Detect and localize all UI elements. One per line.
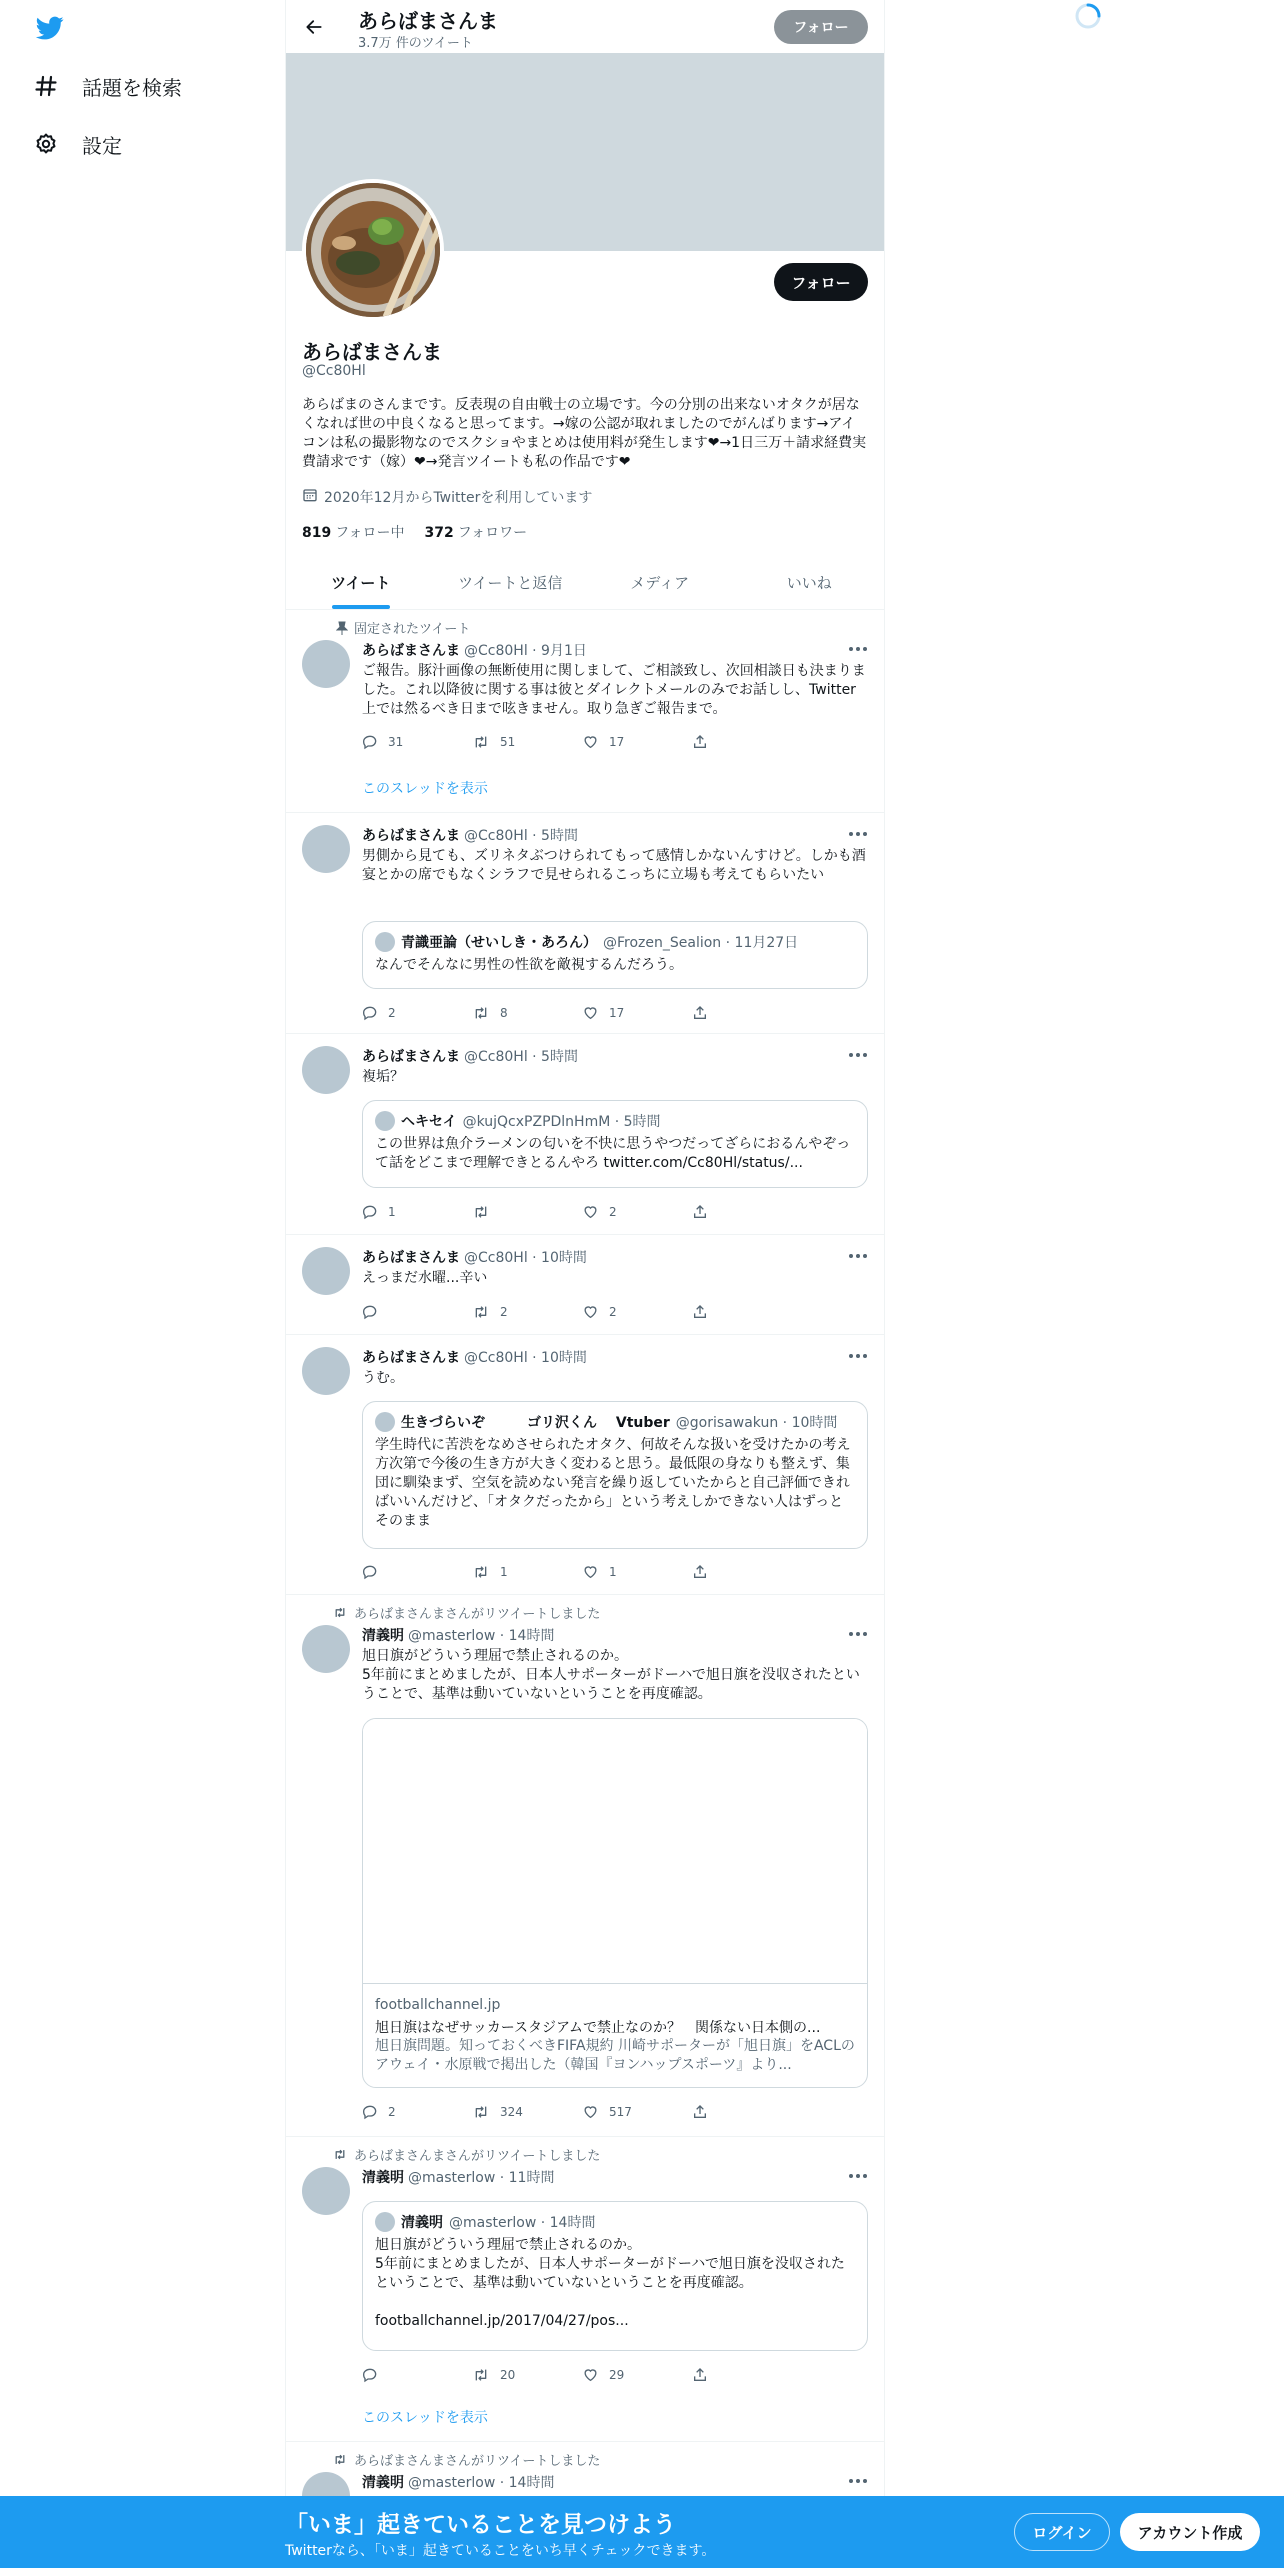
retweet-icon: [472, 1204, 490, 1220]
calendar-icon: [302, 487, 318, 507]
tweet-header: あらばまさんま @Cc80Hl · 5時間: [362, 1049, 578, 1065]
tweet-text: うむ。: [362, 1370, 404, 1386]
retweet-icon: [472, 2104, 490, 2120]
reply-icon: [362, 1005, 378, 1021]
gear-icon: [32, 130, 60, 158]
login-button[interactable]: ログイン: [1014, 2513, 1110, 2551]
retweet-context: あらばまさんまさんがリツイートしました: [332, 2450, 600, 2469]
loading-spinner-icon: [1074, 2, 1102, 30]
like-button[interactable]: 517: [582, 2102, 692, 2122]
profile-name: あらばまさんま: [302, 340, 442, 364]
retweet-icon: [472, 1564, 490, 1580]
like-button[interactable]: 29: [582, 2365, 692, 2385]
heart-icon: [582, 1304, 599, 1320]
reply-icon: [362, 1564, 378, 1580]
quoted-tweet-header: 青識亜論（せいしき・あろん） @Frozen_Sealion · 11月27日: [375, 932, 798, 952]
tweet-text: えっまだ水曜...辛い: [362, 1270, 488, 1286]
show-thread-link[interactable]: このスレッドを表示: [362, 781, 488, 797]
share-button[interactable]: [692, 2365, 802, 2385]
reply-button[interactable]: [362, 2365, 472, 2385]
nav-settings[interactable]: [32, 122, 122, 166]
share-button[interactable]: [692, 732, 802, 752]
profile-avatar[interactable]: [302, 179, 444, 321]
retweet-button[interactable]: 324: [472, 2102, 582, 2122]
tweet[interactable]: [286, 2137, 884, 2442]
profile-column: [285, 0, 885, 2568]
link-card-description: 旭日旗問題。知っておくべきFIFA規約 川崎サポーターが「旭日旗」をACLのアウェイ・水原戦で掲出した（韓国『ヨンハップスポーツ』より...: [375, 2038, 855, 2073]
joined-text: 2020年12月からTwitterを利用しています: [324, 490, 593, 506]
more-options-icon[interactable]: [848, 1627, 868, 1641]
reply-icon: [362, 734, 378, 750]
share-icon: [692, 1005, 708, 1021]
tweet-actions: [362, 1003, 802, 1023]
share-icon: [692, 1564, 708, 1580]
retweet-button[interactable]: [472, 1202, 582, 1222]
tab-media[interactable]: メディア: [630, 574, 690, 592]
tweet-header: あらばまさんま @Cc80Hl · 5時間: [362, 828, 578, 844]
retweet-icon: [472, 734, 490, 750]
profile-header-bar: [286, 0, 884, 53]
share-icon: [692, 1304, 708, 1320]
like-button[interactable]: 1: [582, 1562, 692, 1582]
tweet-header: 清義明 @masterlow · 14時間: [362, 1628, 555, 1644]
share-button[interactable]: [692, 1003, 802, 1023]
tweet-actions: [362, 732, 802, 752]
header-follow-button[interactable]: フォロー: [774, 10, 868, 44]
tweet-avatar[interactable]: [302, 1625, 350, 1673]
tweet[interactable]: [286, 1595, 884, 2137]
header-profile-name: あらばまさんま: [358, 9, 498, 33]
reply-button[interactable]: [362, 1302, 472, 1322]
share-icon: [692, 2104, 708, 2120]
heart-icon: [582, 1204, 599, 1220]
reply-button[interactable]: 2: [362, 1003, 472, 1023]
retweet-button[interactable]: 1: [472, 1562, 582, 1582]
back-arrow-icon[interactable]: [300, 13, 328, 41]
retweet-icon: [472, 1304, 490, 1320]
retweet-context: あらばまさんまさんがリツイートしました: [332, 1603, 600, 1622]
heart-icon: [582, 2104, 599, 2120]
tweet-header: 清義明 @masterlow · 14時間: [362, 2475, 555, 2491]
tweet-header: あらばまさんま @Cc80Hl · 10時間: [362, 1250, 587, 1266]
signup-prompt-title: 「いま」起きていることを見つけよう: [285, 2512, 676, 2538]
share-button[interactable]: [692, 1202, 802, 1222]
tweet[interactable]: [286, 813, 884, 1034]
share-icon: [692, 2367, 708, 2383]
create-account-button[interactable]: アカウント作成: [1120, 2513, 1260, 2551]
follow-button[interactable]: フォロー: [774, 263, 868, 301]
link-card-image: [363, 1719, 868, 1984]
profile-joined-date: [302, 487, 592, 507]
reply-icon: [362, 2104, 378, 2120]
profile-tabs: [286, 556, 884, 610]
share-icon: [692, 1204, 708, 1220]
tweet-header: あらばまさんま @Cc80Hl · 10時間: [362, 1350, 587, 1366]
hashtag-icon: [32, 72, 60, 100]
more-options-icon[interactable]: [848, 2474, 868, 2488]
reply-icon: [362, 2367, 378, 2383]
quoted-avatar: [375, 1412, 395, 1432]
signup-prompt-bar: [0, 2496, 1284, 2568]
quoted-tweet-text: 旭日旗がどういう理屈で禁止されるのか。 5年前にまとめましたが、日本人サポーターがドーハで旭日旗を没収されたということで、基準は動いていないということを再度確認。 footballchannel.jp/2017/04/27/pos...: [375, 2237, 845, 2329]
tweet[interactable]: [286, 1335, 884, 1595]
nav-settings-label: 設定: [82, 133, 122, 158]
retweet-context: あらばまさんまさんがリツイートしました: [332, 2145, 600, 2164]
tweet-header: あらばまさんま @Cc80Hl · 9月1日: [362, 643, 587, 659]
tweet-text: 複垢？: [362, 1069, 404, 1085]
tweet-text: 旭日旗がどういう理屈で禁止されるのか。 5年前にまとめましたが、日本人サポーターがドーハで旭日旗を没収されたということで、基準は動いていないということを再度確認。: [362, 1648, 860, 1702]
like-button[interactable]: 2: [582, 1302, 692, 1322]
quoted-tweet-text: なんでそんなに男性の性欲を敵視するんだろう。: [375, 957, 683, 973]
quoted-tweet[interactable]: [362, 1401, 868, 1549]
tab-tweets-and-replies[interactable]: ツイートと返信: [458, 574, 563, 592]
quoted-tweet[interactable]: [362, 921, 868, 989]
retweet-button[interactable]: 2: [472, 1302, 582, 1322]
heart-icon: [582, 734, 599, 750]
quoted-avatar: [375, 1111, 395, 1131]
quoted-avatar: [375, 932, 395, 952]
heart-icon: [582, 1005, 599, 1021]
tweet[interactable]: [286, 1034, 884, 1235]
tab-likes[interactable]: いいね: [786, 574, 832, 592]
heart-icon: [582, 1564, 599, 1580]
following-link[interactable]: 819 フォロー中: [302, 525, 405, 541]
tweet-text: ご報告。豚汁画像の無断使用に関しまして、ご相談致し、次回相談日も決まりました。これ以降彼に関する事は彼とダイレクトメールのみでお話しし、Twitter上では然るべき日まで呟きません。取り急ぎご報告まで。: [362, 663, 866, 717]
tweet-header: 清義明 @masterlow · 11時間: [362, 2170, 555, 2186]
retweet-button[interactable]: 8: [472, 1003, 582, 1023]
nav-explore-label: 話題を検索: [82, 75, 182, 100]
reply-button[interactable]: [362, 1562, 472, 1582]
reply-button[interactable]: 2: [362, 2102, 472, 2122]
retweet-icon: [332, 2453, 348, 2466]
tweet-avatar[interactable]: [302, 1347, 350, 1395]
more-options-icon[interactable]: [848, 827, 868, 841]
heart-icon: [582, 2367, 599, 2383]
more-options-icon[interactable]: [848, 1048, 868, 1062]
reply-button[interactable]: 1: [362, 1202, 472, 1222]
retweet-icon: [332, 1606, 348, 1619]
tweet[interactable]: [286, 610, 884, 813]
link-card-domain: footballchannel.jp: [375, 1997, 501, 2013]
like-button[interactable]: 2: [582, 1202, 692, 1222]
like-button[interactable]: 17: [582, 1003, 692, 1023]
quoted-tweet-header: 清義明 @masterlow · 14時間: [375, 2212, 595, 2232]
share-button[interactable]: [692, 1302, 802, 1322]
tweet-avatar[interactable]: [302, 640, 350, 688]
link-card-title: 旭日旗はなぜサッカースタジアムで禁止なのか？ 関係ない日本側の...: [375, 2020, 821, 2036]
retweet-button[interactable]: 51: [472, 732, 582, 752]
quoted-tweet[interactable]: [362, 1100, 868, 1188]
like-button[interactable]: 17: [582, 732, 692, 752]
retweet-icon: [332, 2148, 348, 2161]
tweet-actions: [362, 1562, 802, 1582]
tweet-actions: [362, 1302, 802, 1322]
tweet-avatar[interactable]: [302, 2167, 350, 2215]
tweet-avatar[interactable]: [302, 1046, 350, 1094]
tweet-context: 固定されたツイート: [332, 618, 470, 637]
reply-icon: [362, 1204, 378, 1220]
quoted-tweet-text: 学生時代に苦渋をなめさせられたオタク、何故そんな扱いを受けたかの考え方次第で今後の生き方が大きく変わると思う。最低限の身なりも整えず、集団に馴染まず、空気を読めない発言を繰り返していたからと自己評価できればいいんだけど、「オタクだったから」という考えしかできない人はずっとそのまま: [375, 1437, 851, 1529]
more-options-icon[interactable]: [848, 1349, 868, 1363]
quoted-tweet-header: ヘキセイ @kujQcxPZPDlnHmM · 5時間: [375, 1111, 661, 1131]
more-options-icon[interactable]: [848, 2169, 868, 2183]
pin-icon: [332, 621, 348, 635]
profile-handle: @Cc80Hl: [302, 363, 366, 379]
profile-stats: [302, 522, 527, 542]
left-navigation: [0, 0, 285, 2568]
nav-explore[interactable]: [32, 64, 182, 108]
share-icon: [692, 734, 708, 750]
signup-prompt-subtitle: Twitterなら、「いま」起きていることをいち早くチェックできます。: [285, 2543, 716, 2559]
tab-tweets[interactable]: ツイート: [286, 556, 436, 609]
twitter-logo-icon[interactable]: [34, 14, 66, 42]
tweet-avatar[interactable]: [302, 825, 350, 873]
more-options-icon[interactable]: [848, 642, 868, 656]
tweet-actions: [362, 2102, 802, 2122]
retweet-icon: [472, 1005, 490, 1021]
tweet-avatar[interactable]: [302, 1247, 350, 1295]
retweet-button[interactable]: 20: [472, 2365, 582, 2385]
tweet-text: 男側から見ても、ズリネタぶつけられてもって感情しかないんすけど。しかも酒宴とかの席でもなくシラフで見せられるこっちに立場も考えてもらいたい: [362, 848, 866, 883]
retweet-icon: [472, 2367, 490, 2383]
reply-button[interactable]: 31: [362, 732, 472, 752]
reply-icon: [362, 1304, 378, 1320]
more-options-icon[interactable]: [848, 1249, 868, 1263]
tweet-actions: [362, 1202, 802, 1222]
share-button[interactable]: [692, 2102, 802, 2122]
profile-bio: あらばまのさんまです。反表現の自由戦士の立場です。今の分別の出来ないオタクが居なくなれば世の中良くなると思ってます。→嫁の公認が取れましたのでがんばります→アイコンは私の撮影物なのでスクショやまとめは使用料が発生します❤→1日三万＋請求経費実費請求です（嫁）❤→発言ツイートも私の作品です❤: [302, 397, 867, 470]
share-button[interactable]: [692, 1562, 802, 1582]
quoted-avatar: [375, 2212, 395, 2232]
quoted-tweet[interactable]: [362, 2201, 868, 2351]
tweet[interactable]: [286, 1235, 884, 1335]
show-thread-link[interactable]: このスレッドを表示: [362, 2410, 488, 2426]
tweet-actions: [362, 2365, 802, 2385]
quoted-tweet-text: この世界は魚介ラーメンの匂いを不快に思うやつだってざらにおるんやぞって話をどこまで理解できとるんやろ twitter.com/Cc80Hl/status/...: [375, 1136, 851, 1171]
quoted-tweet-header: 生きづらいぞ ゴリ沢くん Vtuber @gorisawakun · 10時間: [375, 1412, 837, 1432]
link-card[interactable]: [362, 1718, 868, 2088]
header-tweet-count: 3.7万 件のツイート: [358, 36, 473, 51]
followers-link[interactable]: 372 フォロワー: [424, 525, 528, 541]
